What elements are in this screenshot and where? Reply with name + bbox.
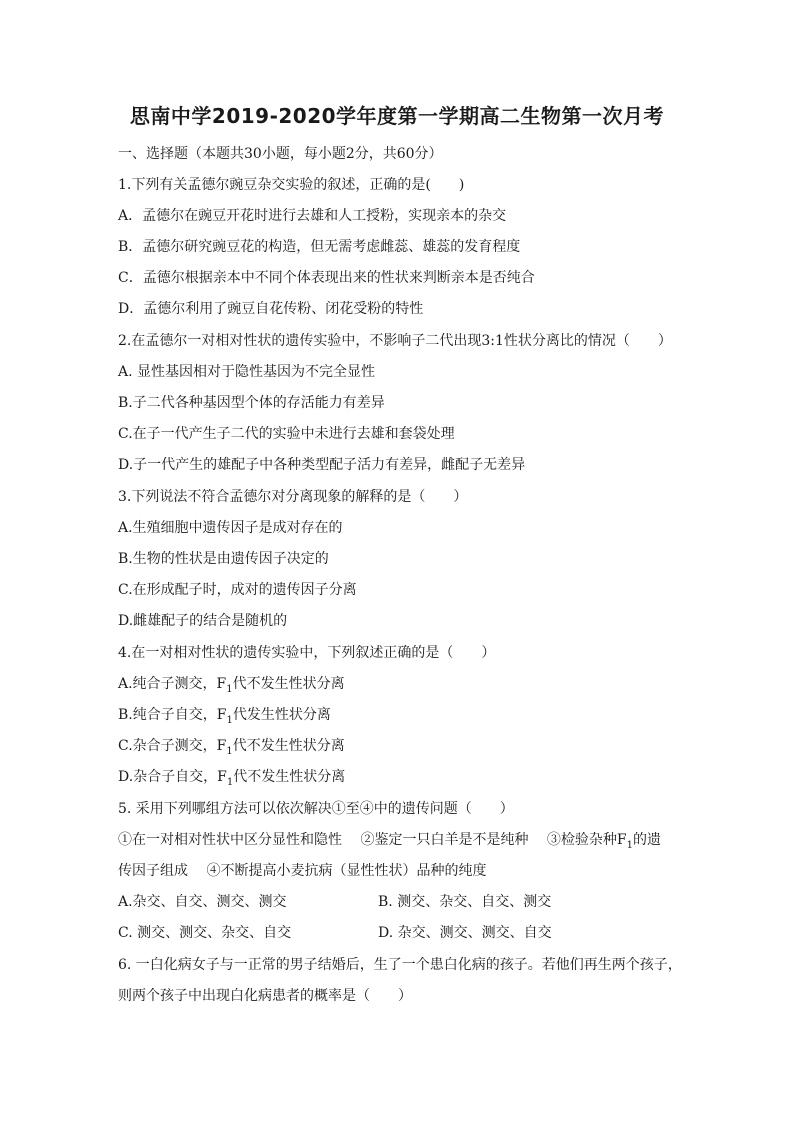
q4-option-d: D.杂合子自交，$F_1$代不发生性状分离 (118, 769, 346, 788)
q5-option-a: A.杂交、自交、测交、测交 (118, 894, 287, 910)
q4-stem: 4.在一对相对性状的遗传实验中，下列叙述正确的是（ ） (118, 645, 496, 661)
q3-option-d: D.雌雄配子的结合是随机的 (118, 613, 288, 629)
q3-stem: 3.下列说法不符合孟德尔对分离现象的解释的是（ ） (118, 489, 468, 505)
page-title: 思南中学2019-2020学年度第一学期高二生物第一次月考 (129, 104, 665, 128)
q4-option-b: B.纯合子自交，$F_1$代发生性状分离 (118, 707, 331, 726)
q2-option-d: D.子一代产生的雄配子中各种类型配子活力有差异，雌配子无差异 (118, 457, 526, 473)
q5-item-line-2: 传因子组成 ④不断提高小麦抗病（显性性状）品种的纯度 (118, 863, 487, 879)
q5-option-b: B. 测交、杂交、自交、测交 (378, 894, 552, 910)
q3-option-b: B.生物的性状是由遗传因子决定的 (118, 551, 329, 567)
q3-option-c: C.在形成配子时，成对的遗传因子分离 (118, 582, 357, 598)
q1-stem: 1.下列有关孟德尔豌豆杂交实验的叙述，正确的是( ) (118, 177, 465, 193)
q5-stem: 5. 采用下列哪组方法可以依次解决①至④中的遗传问题（ ） (118, 801, 514, 817)
q4-option-c: C.杂合子测交，$F_1$代不发生性状分离 (118, 738, 345, 757)
q5-item-line-1: ①在一对相对性状中区分显性和隐性 ②鉴定一只白羊是不是纯种 ③检验杂种$F_1$的遗 (118, 832, 661, 851)
q5-option-c: C. 测交、测交、杂交、自交 (118, 925, 292, 941)
q2-stem: 2.在孟德尔一对相对性状的遗传实验中，不影响子二代出现3:1性状分离比的情况（ ） (118, 333, 672, 349)
q1-option-d: D．孟德尔利用了豌豆自花传粉、闭花受粉的特性 (118, 301, 424, 317)
q1-option-b: B．孟德尔研究豌豆花的构造，但无需考虑雌蕊、雄蕊的发育程度 (118, 239, 521, 255)
q2-option-b: B.子二代各种基因型个体的存活能力有差异 (118, 395, 385, 411)
q3-option-a: A.生殖细胞中遗传因子是成对存在的 (118, 520, 343, 536)
section-heading: 一、选择题（本题共30小题，每小题2分，共60分） (118, 146, 443, 162)
q5-option-d: D. 杂交、测交、测交、自交 (378, 925, 552, 941)
q1-option-a: A．孟德尔在豌豆开花时进行去雄和人工授粉，实现亲本的杂交 (118, 208, 507, 224)
q1-option-c: C．孟德尔根据亲本中不同个体表现出来的性状来判断亲本是否纯合 (118, 270, 535, 286)
q6-stem-line-2: 则两个孩子中出现白化病患者的概率是（ ） (118, 988, 412, 1004)
q4-option-a: A.纯合子测交，$F_1$代不发生性状分离 (118, 676, 345, 695)
q2-option-c: C.在子一代产生子二代的实验中未进行去雄和套袋处理 (118, 426, 455, 442)
q6-stem-line-1: 6. 一白化病女子与一正常的男子结婚后，生了一个患白化病的孩子。若他们再生两个孩子， (118, 957, 682, 973)
q2-option-a: A. 显性基因相对于隐性基因为不完全显性 (118, 364, 376, 380)
